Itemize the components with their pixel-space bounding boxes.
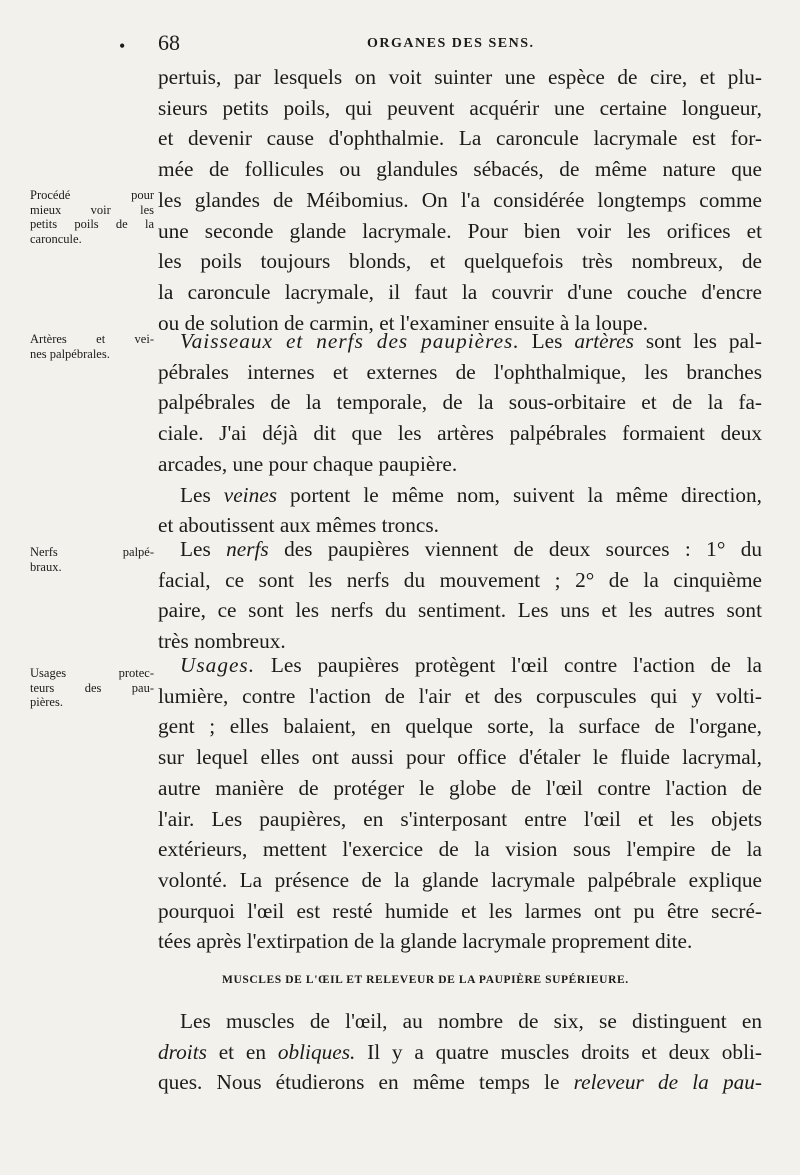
text-line: extérieurs, mettent l'exercice de la vision sous l'empire de la (158, 837, 762, 862)
paragraph-usages (158, 650, 762, 957)
text-line: les poils toujours blonds, et quelquefois très nombreux, de (158, 249, 762, 274)
margin-note-line: mieux voir les (30, 202, 154, 217)
margin-note-nerfs (30, 545, 154, 574)
paragraph-caroncule (158, 62, 762, 338)
text-line: Les muscles de l'œil, au nombre de six, se distinguent en (180, 1009, 762, 1033)
text-line: lumière, contre l'action de l'air et des corpuscules qui y volti- (158, 683, 762, 708)
section-title-vaisseaux: Vaisseaux et nerfs des paupières. (180, 329, 520, 353)
text-line: et aboutissent aux mêmes troncs. (158, 513, 439, 538)
term-veines: veines (223, 482, 277, 507)
text-line: pertuis, par lesquels on voit suinter une espèce de cire, et plu- (158, 65, 762, 89)
margin-note-line: Procédé pour (30, 188, 154, 202)
text-line: ques. Nous étudierons en même temps le releveur de la pau- (158, 1070, 763, 1095)
text-line: pébrales internes et externes de l'ophthalmique, les branches (158, 359, 762, 384)
text-line: facial, ce sont les nerfs du mouvement ; 2° de la cinquième (158, 567, 762, 592)
text-line: Les nerfs des paupières viennent de deux sources : 1° du (180, 537, 762, 561)
margin-note-line: pières. (30, 695, 63, 709)
margin-note-line: braux. (30, 559, 62, 574)
text-line: la caroncule lacrymale, il faut la couvrir d'une couche d'encre (158, 279, 762, 304)
margin-note-line: Artères et vei- (30, 332, 154, 346)
running-head: ORGANES DES SENS. (367, 36, 535, 51)
term-arteres: artères (574, 329, 634, 353)
text-line: Usages. Les paupières protègent l'œil contre l'action de la (180, 653, 762, 677)
text-line: paire, ce sont les nerfs du sentiment. Les uns et les autres sont (158, 598, 762, 623)
page-number: 68 (158, 30, 180, 55)
text-line: Les veines portent le même nom, suivent la même direction, (180, 482, 763, 507)
text-line: arcades, une pour chaque paupière. (158, 451, 458, 476)
header-dot: • (119, 36, 126, 56)
text-line: très nombreux. (158, 629, 286, 654)
paragraph-vaisseaux (158, 326, 762, 541)
margin-note-line: caroncule. (30, 231, 82, 246)
margin-note-line: Usages protec- (30, 666, 154, 680)
term-releveur: releveur de la pau- (573, 1070, 763, 1095)
section-subheading: MUSCLES DE L'ŒIL ET RELEVEUR DE LA PAUPIÈRE SUPÉRIEURE. (222, 974, 629, 986)
margin-note-arteres (30, 332, 154, 361)
paragraph-nerfs (158, 534, 762, 657)
page-header (0, 30, 800, 60)
text-line: l'air. Les paupières, en s'interposant entre l'œil et les objets (158, 806, 762, 831)
section-title-usages: Usages. (180, 653, 256, 677)
term-droits: droits (158, 1039, 207, 1064)
text-line: les glandes de Méibomius. On l'a considérée longtemps comme (158, 187, 762, 212)
term-nerfs: nerfs (226, 537, 269, 561)
margin-note-procede (30, 188, 154, 246)
text-line: tées après l'extirpation de la glande lacrymale proprement dite. (158, 929, 693, 954)
text-line: mée de follicules ou glandules sébacés, de même nature que (158, 157, 762, 182)
text-line: sieurs petits poils, qui peuvent acquérir une certaine longueur, (158, 95, 762, 120)
text-line: droits et en obliques. Il y a quatre muscles droits et deux obli- (158, 1039, 762, 1064)
text-line: pourquoi l'œil est resté humide et les larmes ont pu être secré- (158, 898, 762, 923)
text-line: Vaisseaux et nerfs des paupières. Les artères sont les pal- (180, 329, 762, 353)
text-line: ou de solution de carmin, et l'examiner ensuite à la loupe. (158, 310, 648, 335)
margin-note-line: Nerfs palpé- (30, 545, 154, 559)
text-line: volonté. La présence de la glande lacrymale palpébrale explique (158, 867, 762, 892)
text-line: une seconde glande lacrymale. Pour bien voir les orifices et (158, 218, 762, 243)
text-line: et devenir cause d'ophthalmie. La caroncule lacrymale est for- (158, 126, 762, 151)
paragraph-muscles (158, 1006, 762, 1098)
margin-note-line: teurs des pau- (30, 680, 154, 695)
text-line: gent ; elles balaient, en quelque sorte, la surface de l'organe, (158, 714, 762, 739)
margin-note-usages (30, 666, 154, 710)
margin-note-line: petits poils de la (30, 217, 154, 231)
text-line: sur lequel elles ont aussi pour office d'étaler le fluide lacrymal, (158, 745, 762, 770)
text-line: ciale. J'ai déjà dit que les artères palpébrales formaient deux (158, 421, 762, 446)
margin-note-line: nes palpébrales. (30, 346, 110, 361)
text-line: palpébrales de la temporale, de la sous-orbitaire et de la fa- (158, 390, 762, 415)
text-line: autre manière de protéger le globe de l'œil contre l'action de (158, 775, 762, 800)
term-obliques: obliques. (277, 1039, 356, 1064)
